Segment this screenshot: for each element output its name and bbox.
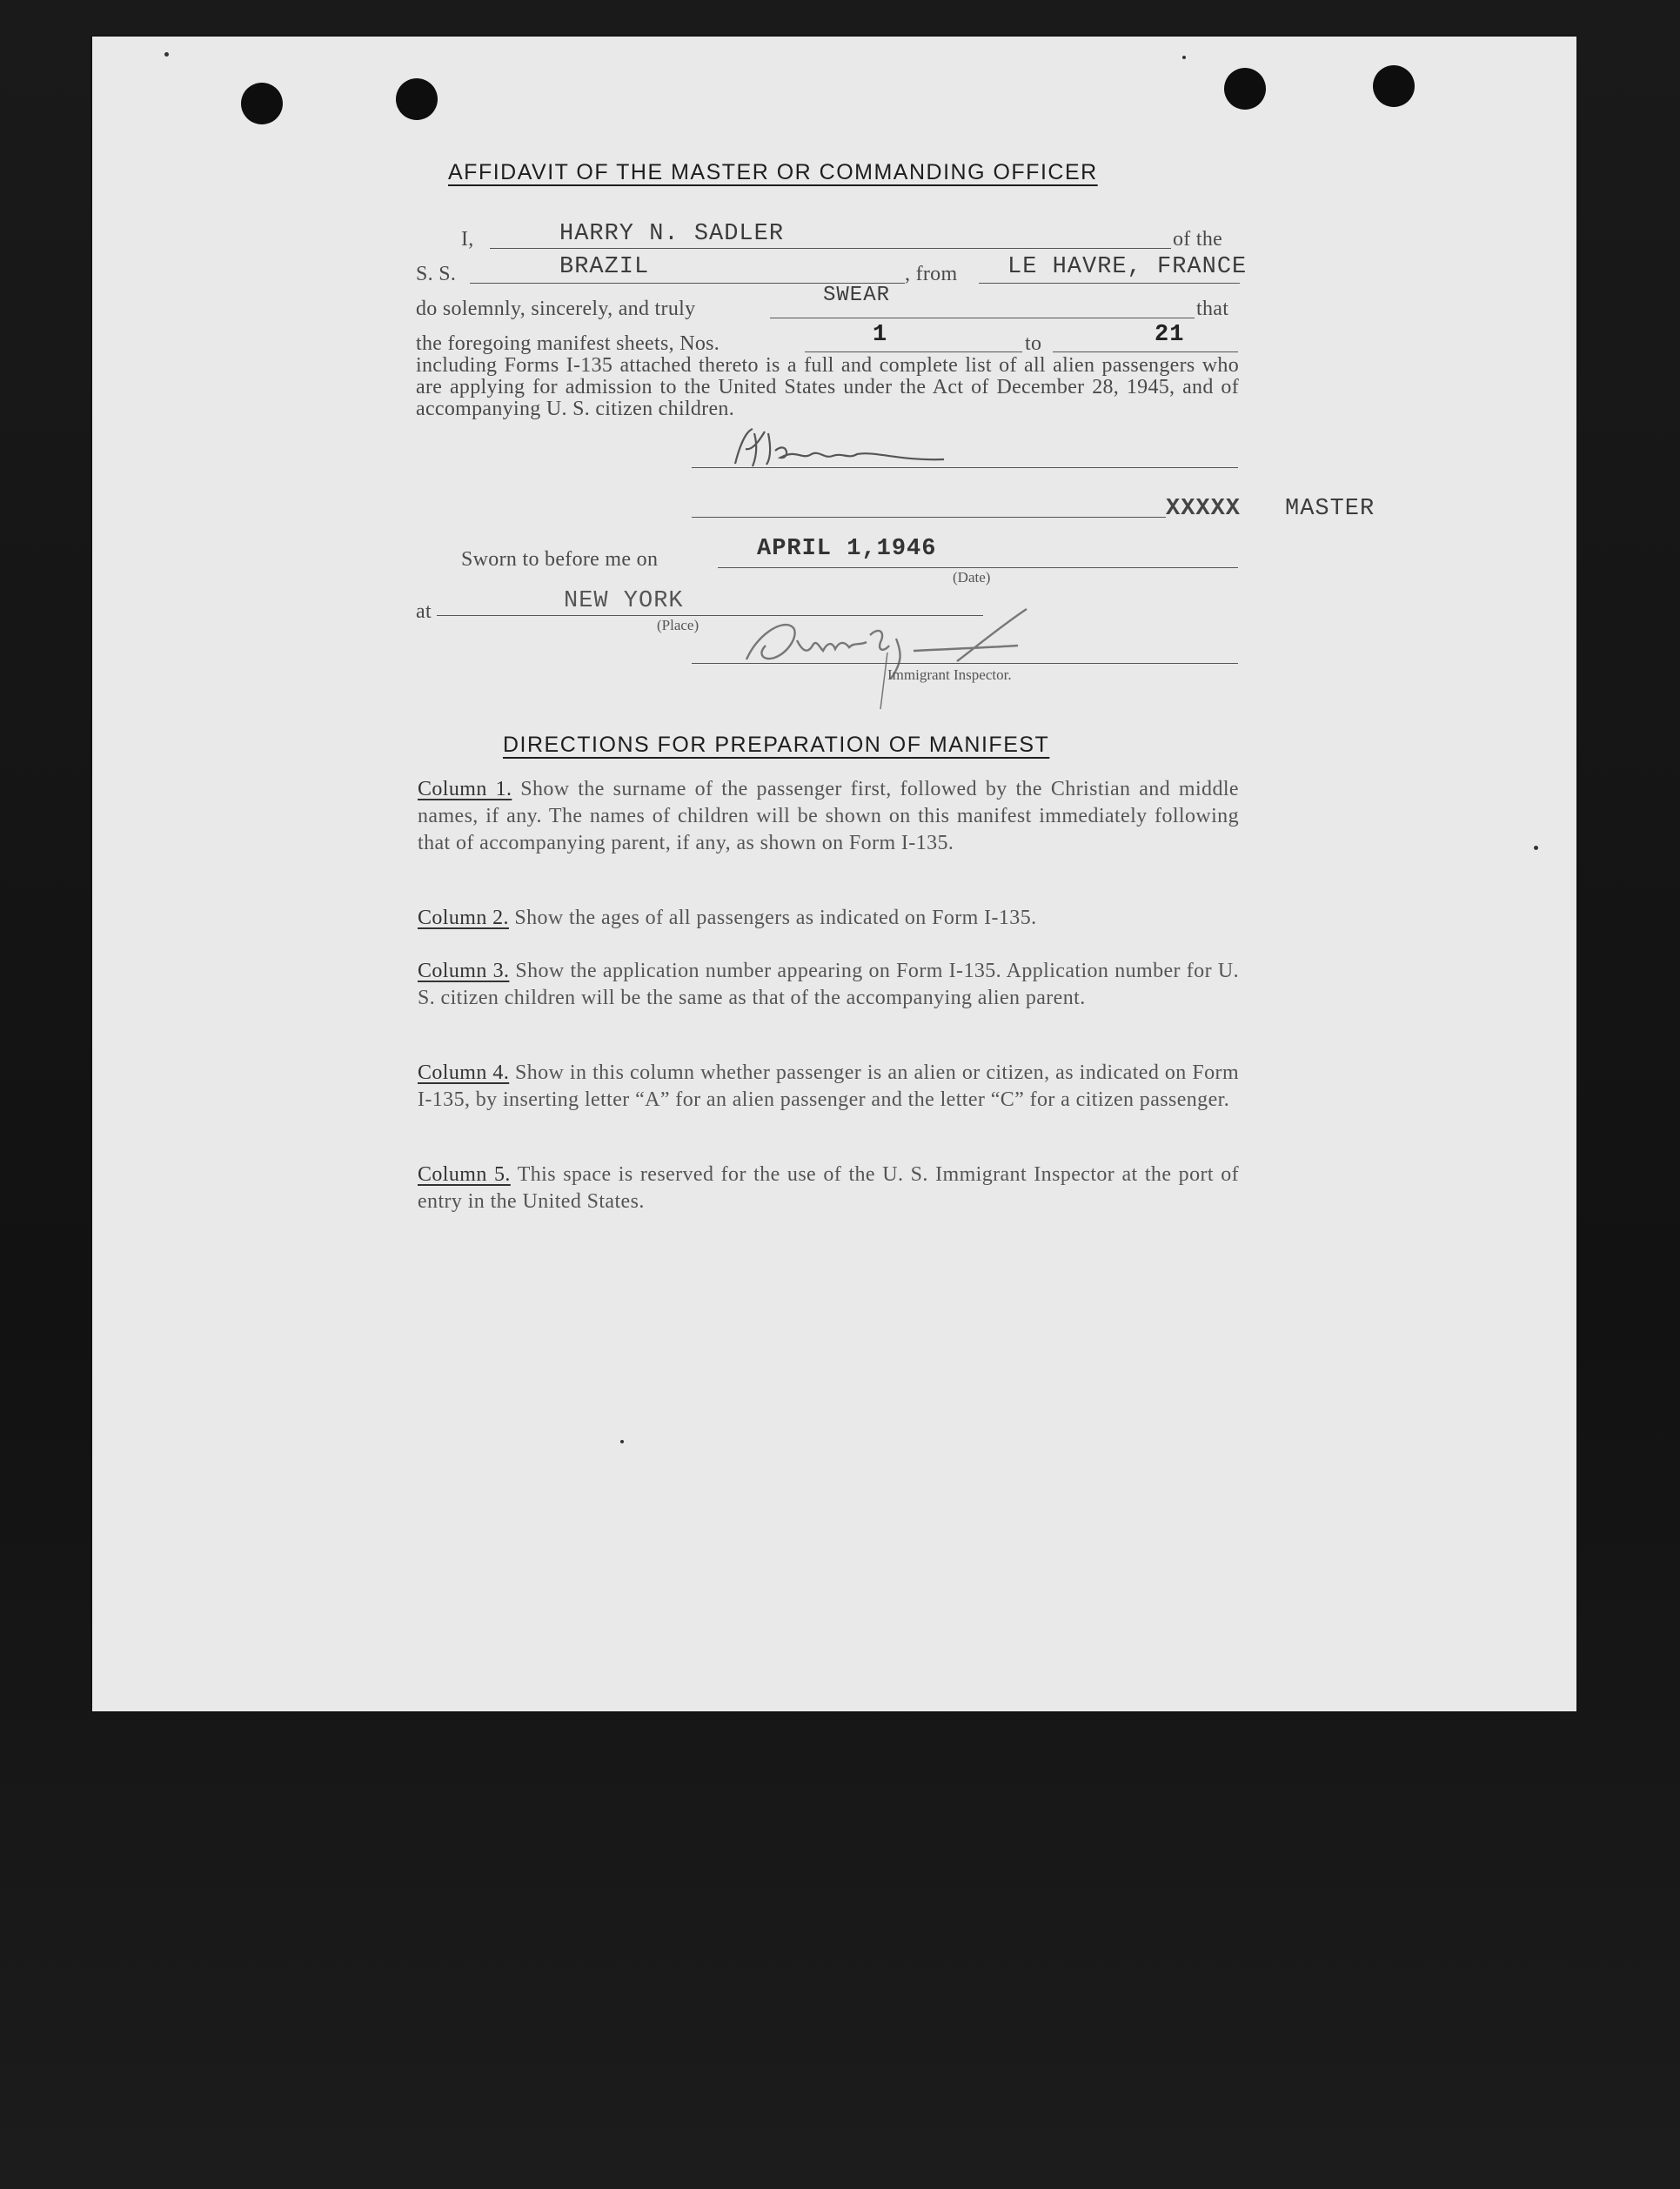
to-label: to (1025, 332, 1042, 355)
sworn-label: Sworn to before me on (461, 548, 659, 571)
from-label: , from (905, 263, 958, 285)
master-name: HARRY N. SADLER (559, 221, 785, 247)
port-from-line (979, 283, 1240, 284)
punch-hole (1224, 68, 1266, 110)
place: NEW YORK (564, 588, 684, 614)
master-signature-line (692, 467, 1238, 468)
place-caption: (Place) (657, 617, 699, 633)
inspector-caption: Immigrant Inspector. (887, 666, 1012, 683)
ss-label: S. S. (416, 263, 457, 285)
sheets-label: the foregoing manifest sheets, Nos. (416, 332, 720, 355)
sheet-from-line (805, 351, 1022, 352)
directions-title: DIRECTIONS FOR PREPARATION OF MANIFEST (503, 733, 1050, 757)
port-from: LE HAVRE, FRANCE (1007, 254, 1248, 280)
column-3-text: Show the application number appearing on Form I-135. Application number for U. S. citizen children will be the same as that of the accompanying alien parent. (418, 960, 1239, 1009)
inspector-signature (740, 600, 1070, 713)
direction-column-4 (418, 1060, 1239, 1114)
dust-speck (1534, 846, 1538, 850)
oath-word: SWEAR (823, 284, 891, 307)
column-1-label: Column 1. (418, 778, 512, 800)
punch-hole (241, 83, 283, 124)
sworn-date: APRIL 1,1946 (757, 536, 937, 562)
direction-column-5 (418, 1161, 1239, 1215)
direction-column-3 (418, 958, 1239, 1012)
at-label: at (416, 600, 432, 623)
sheet-to-line (1053, 351, 1238, 352)
title-strikeout: XXXXX (1166, 496, 1242, 522)
affidavit-title: AFFIDAVIT OF THE MASTER OR COMMANDING OFFICER (448, 160, 1098, 184)
column-4-text: Show in this column whether passenger is an alien or citizen, as indicated on Form I-135, by inserting letter “A” for an alien passenger and the letter “C” for a citizen passenger. (418, 1061, 1240, 1111)
dust-speck (620, 1440, 624, 1443)
sheet-from: 1 (873, 322, 888, 348)
column-3-label: Column 3. (418, 960, 510, 982)
affidavit-body: including Forms I-135 attached thereto is a full and complete list of all alien passengers who are applying for admission to the United States under the Act of December 28, 1945, and of accompanying U. S. citizen children. (416, 354, 1239, 420)
master-title: MASTER (1285, 496, 1375, 522)
column-1-text: Show the surname of the passenger first, followed by the Christian and middle names, if any. The names of children will be shown on this manifest immediately following that of accompanying parent, if any, as shown on Form I-135. (418, 778, 1239, 854)
ship-name: BRAZIL (559, 254, 650, 280)
sworn-date-line (718, 567, 1238, 568)
column-4-label: Column 4. (418, 1061, 510, 1084)
punch-hole (1373, 65, 1415, 107)
i-label: I, (461, 228, 474, 251)
inspector-signature-line (692, 663, 1238, 664)
master-title-line (692, 517, 1166, 518)
column-2-text: Show the ages of all passengers as indicated on Form I-135. (514, 907, 1037, 929)
date-caption: (Date) (953, 569, 991, 586)
direction-column-2 (418, 905, 1239, 932)
column-2-label: Column 2. (418, 907, 509, 929)
that-label: that (1196, 298, 1229, 320)
dust-speck (1182, 56, 1186, 59)
of-the-label: of the (1173, 228, 1223, 251)
dust-speck (164, 52, 169, 57)
column-5-text: This space is reserved for the use of the U. S. Immigrant Inspector at the port of entry in the United States. (418, 1163, 1239, 1213)
direction-column-1 (418, 776, 1239, 857)
master-signature (726, 425, 1040, 477)
sheet-to: 21 (1155, 322, 1185, 348)
punch-hole (396, 78, 438, 120)
solemnly-label: do solemnly, sincerely, and truly (416, 298, 696, 320)
master-name-line (490, 248, 1171, 249)
column-5-label: Column 5. (418, 1163, 511, 1186)
